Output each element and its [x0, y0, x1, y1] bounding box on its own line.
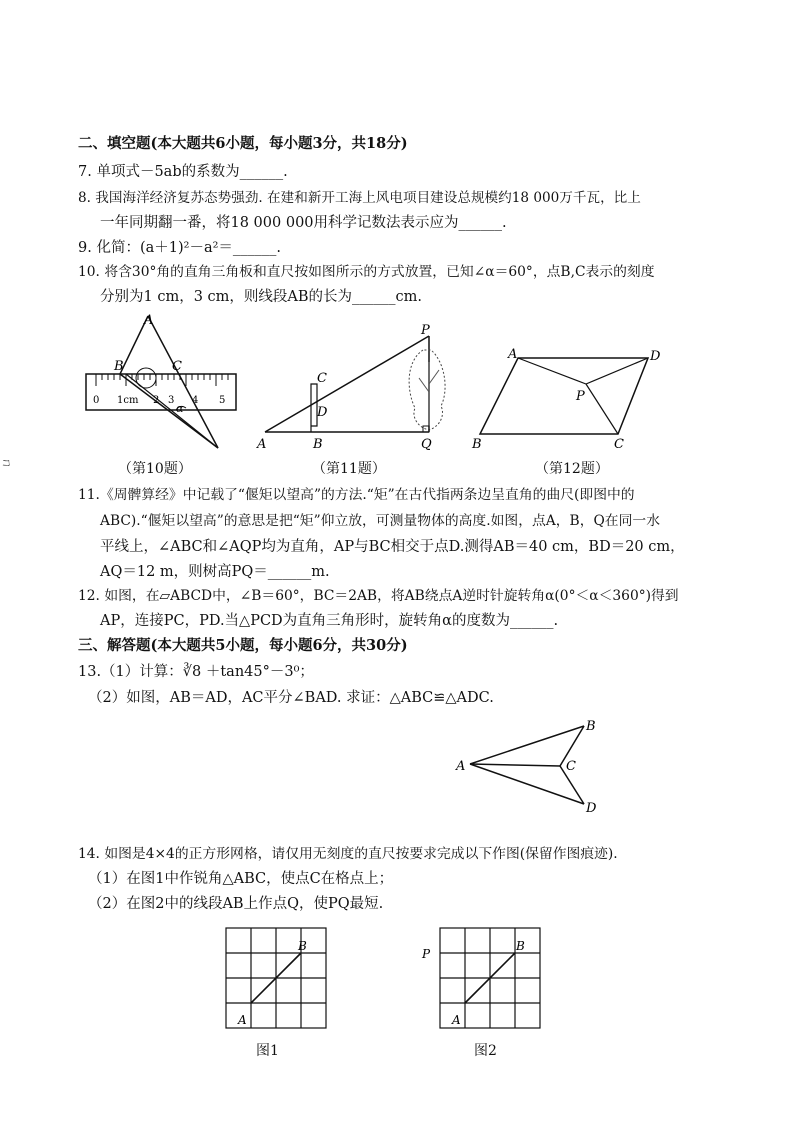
fig10-tick-4: 4 [192, 395, 199, 406]
margin-mark: ㄇ [0, 457, 14, 469]
fig12-label-B: B [472, 437, 482, 452]
grid-figure-2 [420, 924, 545, 1036]
question-13-part1: 13.（1）计算：∛8 ＋tan45°－3⁰； [78, 664, 314, 680]
fig13-label-A: A [456, 759, 466, 774]
fig12-label-A: A [508, 347, 518, 362]
question-7: 7. 单项式－5ab的系数为______. [78, 164, 288, 180]
fig11-label-C: C [317, 371, 327, 386]
question-11-line1: 11.《周髀算经》中记载了“偃矩以望高”的方法.“矩”在古代指两条边呈直角的曲尺(即图中的 [78, 487, 635, 503]
question-11-line3: 平线上，∠ABC和∠AQP均为直角，AP与BC相交于点D.测得AB＝40 cm，BD＝20 cm， [100, 539, 685, 555]
fig12-label-C: C [614, 437, 624, 452]
grid2-label-P: P [422, 947, 431, 961]
figure-13 [452, 714, 612, 814]
grid1-label-A: A [238, 1013, 247, 1027]
section3-heading: 三、解答题(本大题共5小题，每小题6分，共30分) [78, 637, 408, 654]
fig12-label-P: P [576, 389, 585, 404]
fig11-label-A: A [257, 437, 267, 452]
grid1-caption: 图1 [256, 1043, 279, 1059]
fig10-label-alpha: α [176, 402, 184, 415]
fig10-tick-1: 1cm [117, 395, 139, 406]
figure-12 [468, 346, 678, 454]
question-14-part2: （2）在图2中的线段AB上作点Q，使PQ最短. [88, 896, 384, 912]
fig13-label-B: B [586, 719, 596, 734]
fig11-label-Q: Q [421, 437, 432, 452]
fig12-label-D: D [650, 349, 661, 364]
figure-11 [255, 322, 455, 456]
grid-figure-1 [218, 924, 328, 1036]
fig12-caption: （第12题） [535, 461, 609, 477]
grid2-label-A: A [452, 1013, 461, 1027]
question-12-line1: 12. 如图，在▱ABCD中，∠B＝60°，BC＝2AB，将AB绕点A逆时针旋转角α(0°＜α＜360°)得到 [78, 588, 679, 604]
question-8-line2: 一年同期翻一番，将18 000 000用科学记数法表示应为______. [100, 215, 507, 231]
question-8-line1: 8. 我国海洋经济复苏态势强劲. 在建和新开工海上风电项目建设总规模约18 000万千瓦，比上 [78, 190, 641, 206]
grid2-caption: 图2 [474, 1043, 497, 1059]
question-11-line2: ABC).“偃矩以望高”的意思是把“矩”仰立放，可测量物体的高度.如图，点A，B，Q在同一水 [100, 513, 660, 529]
parallelogram [480, 358, 648, 434]
fig10-caption: （第10题） [118, 461, 192, 477]
question-14-intro: 14. 如图是4×4的正方形网格，请仅用无刻度的直尺按要求完成以下作图(保留作图痕迹). [78, 846, 618, 862]
grid2-label-B: B [516, 939, 525, 953]
section2-heading: 二、填空题(本大题共6小题，每小题3分，共18分) [78, 135, 408, 152]
fig10-label-C: C [172, 359, 182, 374]
question-11-line4: AQ＝12 m，则树高PQ＝______m. [100, 564, 330, 580]
fig10-tick-2: 2 [153, 395, 160, 406]
grid1-label-B: B [298, 939, 307, 953]
fig11-caption: （第11题） [312, 461, 386, 477]
question-12-line2: AP，连接PC，PD.当△PCD为直角三角形时，旋转角α的度数为______. [100, 613, 559, 629]
question-14-part1: （1）在图1中作锐角△ABC，使点C在格点上； [88, 871, 394, 887]
fig10-tick-5: 5 [219, 395, 226, 406]
fig13-label-C: C [566, 759, 576, 774]
fig10-tick-0: 0 [93, 395, 100, 406]
question-10-line1: 10. 将含30°角的直角三角板和直尺按如图所示的方式放置，已知∠α＝60°，点B,C表示的刻度 [78, 264, 655, 280]
fig11-label-P: P [421, 323, 430, 338]
fig11-label-B: B [313, 437, 323, 452]
question-10-line2: 分别为1 cm，3 cm，则线段AB的长为______cm. [100, 289, 423, 305]
question-9: 9. 化简：(a＋1)²－a²＝______. [78, 240, 282, 256]
fig13-label-D: D [586, 801, 597, 814]
fig10-tick-3: 3 [168, 395, 175, 406]
figure-10 [80, 308, 250, 456]
fig10-label-A: A [144, 313, 154, 328]
fig11-label-D: D [317, 405, 328, 420]
fig10-label-B: B [114, 359, 124, 374]
question-13-part2: （2）如图，AB＝AD，AC平分∠BAD. 求证：△ABC≌△ADC. [88, 690, 494, 706]
triangle-board [120, 316, 218, 448]
